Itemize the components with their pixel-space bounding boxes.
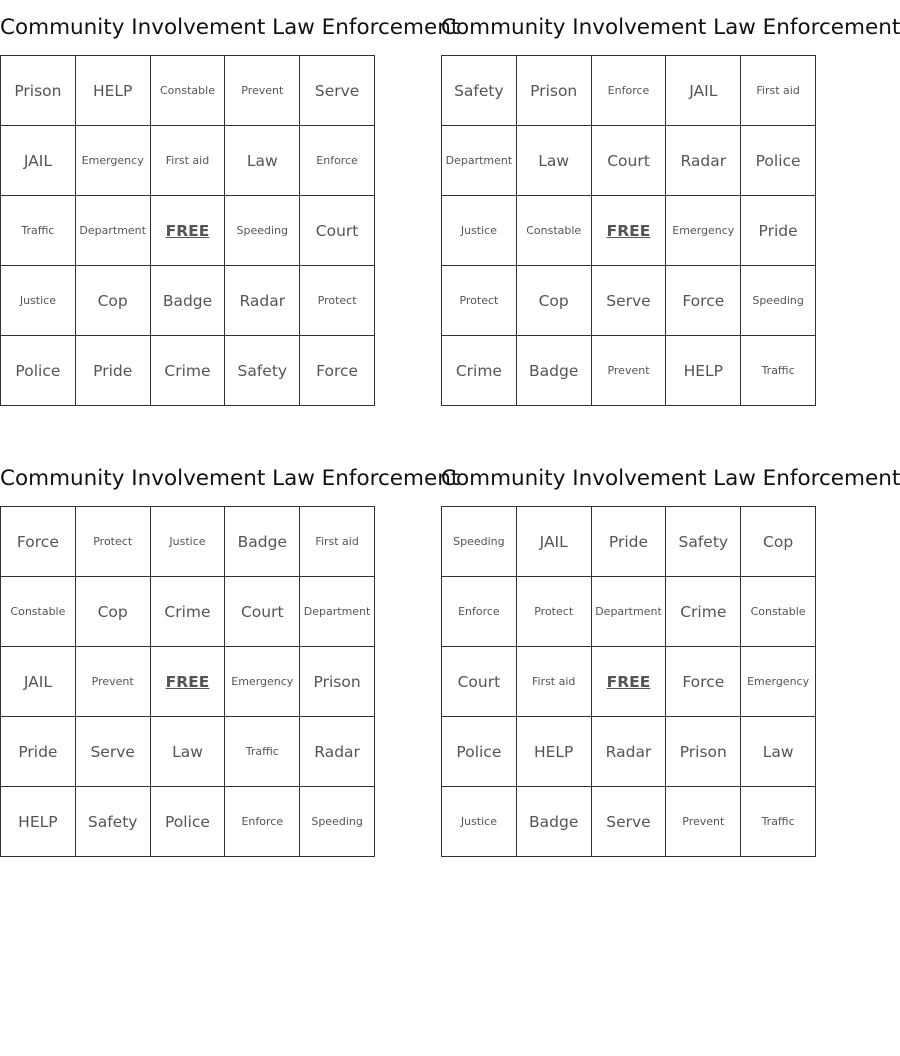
grid-cell: Law xyxy=(150,717,225,787)
grid-cell: Department xyxy=(300,577,375,647)
grid-cell: Prevent xyxy=(225,56,300,126)
grid-cell: Cop xyxy=(741,507,816,577)
grid-cell: Protect xyxy=(75,507,150,577)
grid-row xyxy=(442,647,816,717)
grid-cell: Traffic xyxy=(225,717,300,787)
grid-cell: Safety xyxy=(666,507,741,577)
grid-cell: Serve xyxy=(75,717,150,787)
grid-cell: Court xyxy=(591,126,666,196)
bingo-card-4 xyxy=(441,451,900,857)
grid-cell: Crime xyxy=(150,577,225,647)
grid-cell: Emergency xyxy=(225,647,300,717)
grid-cell: Court xyxy=(442,647,517,717)
card-title: Community Involvement Law Enforcement xyxy=(0,466,460,491)
grid-cell: Prevent xyxy=(666,787,741,857)
grid-cell: Cop xyxy=(516,266,591,336)
grid-cell: Pride xyxy=(75,336,150,406)
grid-cell: Crime xyxy=(442,336,517,406)
grid-row xyxy=(442,196,816,266)
grid-cell: Police xyxy=(150,787,225,857)
grid-row xyxy=(1,196,375,266)
card-title: Community Involvement Law Enforcement xyxy=(441,466,900,491)
grid-cell: Speeding xyxy=(442,507,517,577)
grid-cell: Constable xyxy=(741,577,816,647)
grid-cell: Force xyxy=(666,266,741,336)
free-space: FREE xyxy=(150,647,225,717)
grid-cell: Prison xyxy=(300,647,375,717)
grid-row xyxy=(442,56,816,126)
bingo-card-3 xyxy=(0,451,460,857)
bingo-grid xyxy=(441,506,816,857)
grid-row xyxy=(1,126,375,196)
grid-cell: Constable xyxy=(150,56,225,126)
grid-row xyxy=(1,56,375,126)
grid-cell: Prevent xyxy=(75,647,150,717)
grid-cell: Force xyxy=(666,647,741,717)
free-space: FREE xyxy=(150,196,225,266)
bingo-grid xyxy=(0,55,375,406)
grid-cell: Traffic xyxy=(741,787,816,857)
grid-cell: JAIL xyxy=(666,56,741,126)
grid-cell: Serve xyxy=(591,787,666,857)
grid-cell: Speeding xyxy=(300,787,375,857)
grid-cell: Law xyxy=(225,126,300,196)
grid-cell: First aid xyxy=(300,507,375,577)
grid-cell: Radar xyxy=(225,266,300,336)
bingo-card-2 xyxy=(441,0,900,406)
grid-cell: Serve xyxy=(300,56,375,126)
grid-cell: Emergency xyxy=(741,647,816,717)
grid-cell: Serve xyxy=(591,266,666,336)
grid-cell: Law xyxy=(741,717,816,787)
grid-cell: Crime xyxy=(150,336,225,406)
grid-cell: Prevent xyxy=(591,336,666,406)
grid-cell: Badge xyxy=(225,507,300,577)
grid-cell: Safety xyxy=(442,56,517,126)
grid-cell: Pride xyxy=(741,196,816,266)
grid-row xyxy=(1,647,375,717)
grid-cell: Police xyxy=(1,336,76,406)
free-space: FREE xyxy=(591,647,666,717)
grid-cell: Safety xyxy=(225,336,300,406)
grid-cell: Traffic xyxy=(1,196,76,266)
grid-cell: Emergency xyxy=(666,196,741,266)
grid-cell: Justice xyxy=(150,507,225,577)
grid-cell: Justice xyxy=(1,266,76,336)
grid-cell: Enforce xyxy=(300,126,375,196)
grid-cell: Speeding xyxy=(225,196,300,266)
grid-cell: Justice xyxy=(442,196,517,266)
grid-cell: Radar xyxy=(666,126,741,196)
grid-row xyxy=(1,577,375,647)
grid-cell: HELP xyxy=(516,717,591,787)
grid-row xyxy=(442,507,816,577)
grid-row xyxy=(442,787,816,857)
grid-cell: Court xyxy=(225,577,300,647)
grid-cell: Enforce xyxy=(225,787,300,857)
grid-cell: HELP xyxy=(1,787,76,857)
grid-cell: First aid xyxy=(516,647,591,717)
grid-row xyxy=(1,507,375,577)
card-title: Community Involvement Law Enforcement xyxy=(0,15,460,40)
grid-cell: Protect xyxy=(442,266,517,336)
grid-cell: JAIL xyxy=(516,507,591,577)
grid-cell: Prison xyxy=(516,56,591,126)
grid-row xyxy=(1,787,375,857)
grid-cell: Department xyxy=(591,577,666,647)
grid-cell: Force xyxy=(300,336,375,406)
grid-cell: Department xyxy=(442,126,517,196)
grid-cell: Law xyxy=(516,126,591,196)
grid-row xyxy=(1,717,375,787)
grid-row xyxy=(1,266,375,336)
grid-cell: Court xyxy=(300,196,375,266)
grid-cell: Department xyxy=(75,196,150,266)
grid-cell: JAIL xyxy=(1,647,76,717)
grid-cell: Traffic xyxy=(741,336,816,406)
grid-cell: HELP xyxy=(75,56,150,126)
grid-cell: Safety xyxy=(75,787,150,857)
grid-cell: Radar xyxy=(591,717,666,787)
grid-cell: Enforce xyxy=(591,56,666,126)
bingo-grid xyxy=(0,506,375,857)
grid-cell: First aid xyxy=(741,56,816,126)
grid-cell: Pride xyxy=(1,717,76,787)
grid-cell: Badge xyxy=(516,336,591,406)
grid-cell: Pride xyxy=(591,507,666,577)
grid-cell: HELP xyxy=(666,336,741,406)
grid-cell: Police xyxy=(741,126,816,196)
grid-cell: Constable xyxy=(1,577,76,647)
grid-row xyxy=(442,577,816,647)
grid-row xyxy=(1,336,375,406)
grid-cell: Speeding xyxy=(741,266,816,336)
grid-cell: First aid xyxy=(150,126,225,196)
grid-cell: Force xyxy=(1,507,76,577)
grid-cell: Crime xyxy=(666,577,741,647)
grid-row xyxy=(442,126,816,196)
grid-row xyxy=(442,717,816,787)
grid-cell: JAIL xyxy=(1,126,76,196)
grid-cell: Justice xyxy=(442,787,517,857)
grid-cell: Cop xyxy=(75,577,150,647)
grid-row xyxy=(442,266,816,336)
grid-cell: Emergency xyxy=(75,126,150,196)
card-title: Community Involvement Law Enforcement xyxy=(441,15,900,40)
grid-cell: Badge xyxy=(150,266,225,336)
grid-cell: Police xyxy=(442,717,517,787)
grid-cell: Protect xyxy=(300,266,375,336)
bingo-grid xyxy=(441,55,816,406)
grid-cell: Cop xyxy=(75,266,150,336)
grid-cell: Prison xyxy=(1,56,76,126)
grid-cell: Radar xyxy=(300,717,375,787)
grid-row xyxy=(442,336,816,406)
bingo-card-1 xyxy=(0,0,460,406)
grid-cell: Constable xyxy=(516,196,591,266)
grid-cell: Prison xyxy=(666,717,741,787)
grid-cell: Protect xyxy=(516,577,591,647)
free-space: FREE xyxy=(591,196,666,266)
grid-cell: Badge xyxy=(516,787,591,857)
grid-cell: Enforce xyxy=(442,577,517,647)
